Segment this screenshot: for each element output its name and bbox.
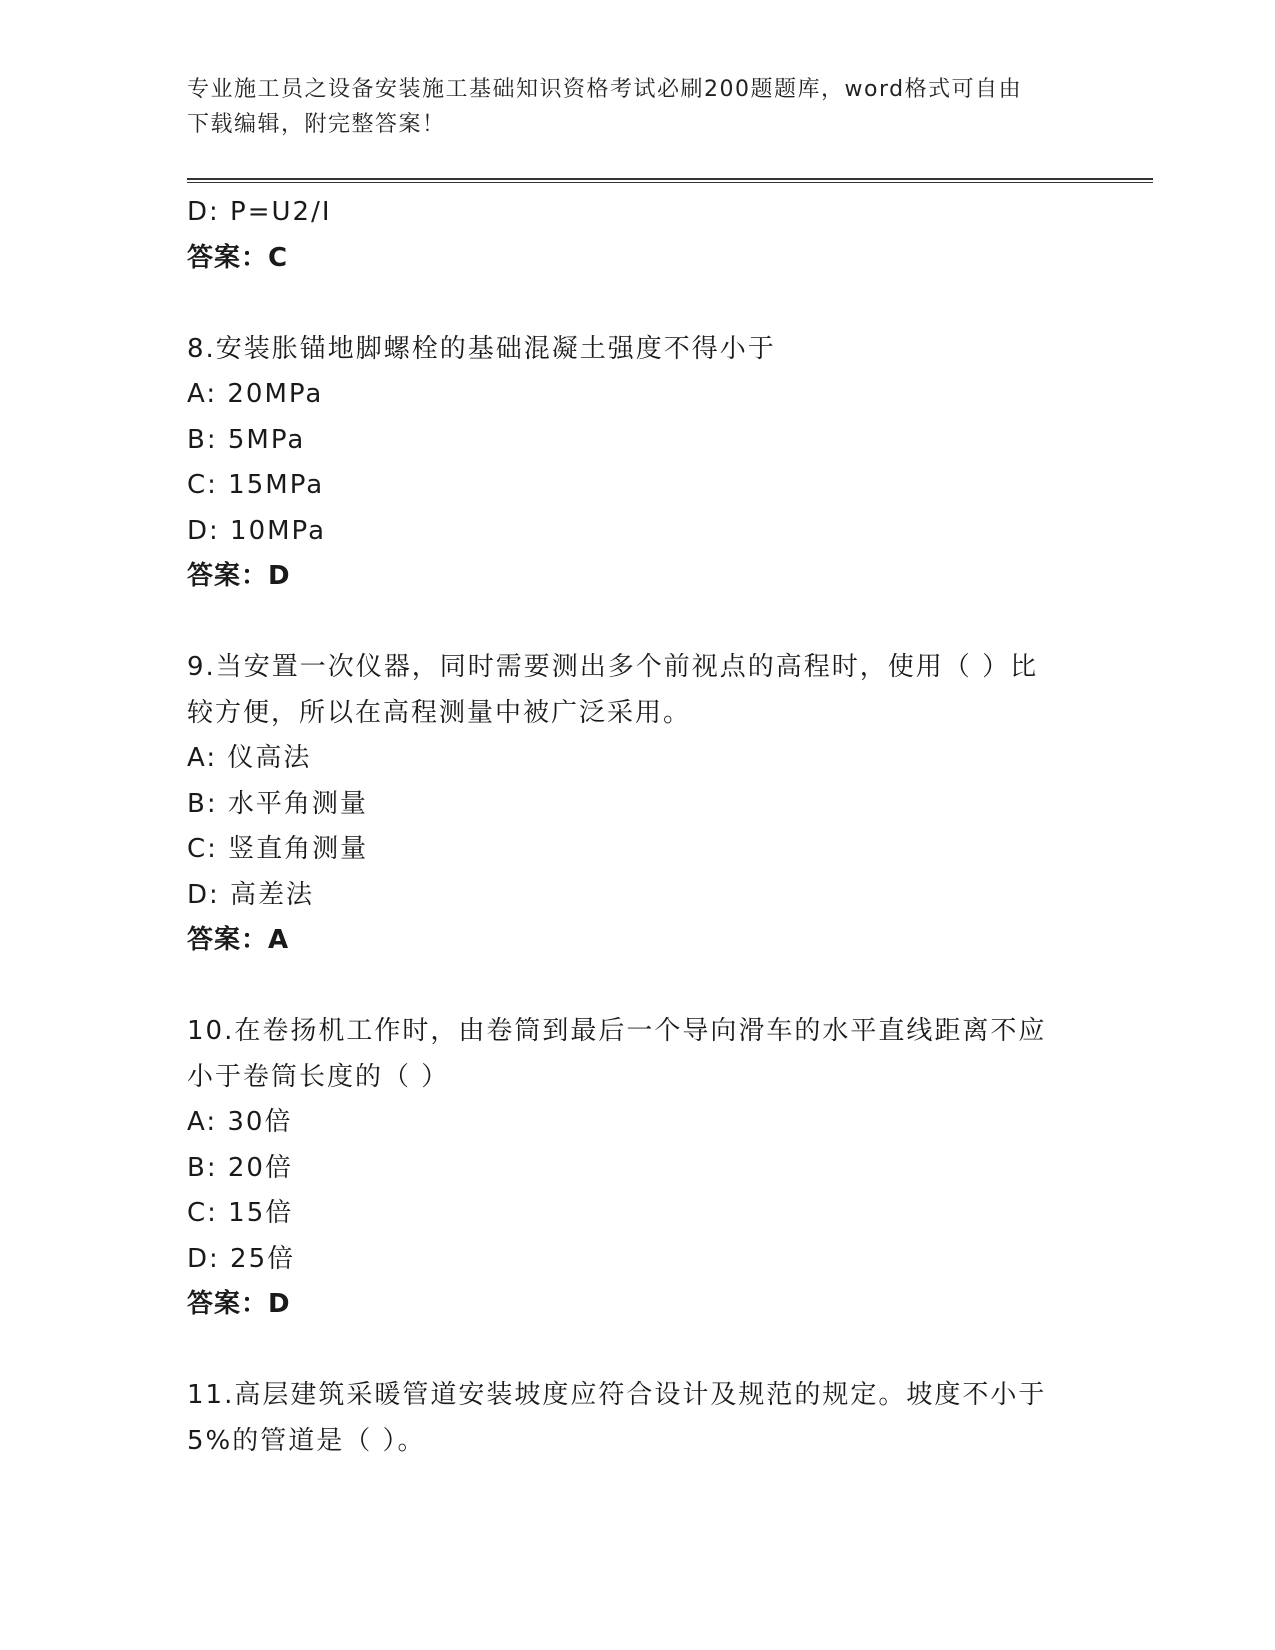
- question-title-line-2: 较方便，所以在高程测量中被广泛采用。: [187, 697, 692, 728]
- question-title-line-2: 小于卷筒长度的（ ）: [187, 1061, 450, 1092]
- spacer: [187, 281, 1087, 327]
- question-10: [187, 1009, 1087, 1328]
- question-9: [187, 645, 1087, 964]
- option-a: A: 30倍: [187, 1107, 293, 1137]
- spacer: [187, 1328, 1087, 1374]
- answer: 答案：A: [187, 925, 290, 955]
- question-title-line-1: 9.当安置一次仪器，同时需要测出多个前视点的高程时，使用（ ）比: [187, 652, 1039, 682]
- header-divider: [187, 178, 1153, 183]
- option-a: A: 仪高法: [187, 743, 312, 773]
- option-c: C: 15倍: [187, 1198, 294, 1228]
- question-content: [187, 190, 1087, 1464]
- question-title-line-1: 10.在卷扬机工作时，由卷筒到最后一个导向滑车的水平直线距离不应: [187, 1016, 1047, 1046]
- option-d: D: 10MPa: [187, 515, 327, 546]
- question-7-tail: [187, 190, 1087, 281]
- question-8: [187, 327, 1087, 600]
- spacer: [187, 600, 1087, 646]
- answer: 答案：D: [187, 561, 291, 591]
- spacer: [187, 964, 1087, 1010]
- question-11: [187, 1373, 1087, 1464]
- option-d: D: 高差法: [187, 879, 315, 910]
- document-header: [187, 72, 1067, 142]
- header-line-2: 下载编辑，附完整答案！: [187, 112, 446, 137]
- answer: 答案：D: [187, 1289, 291, 1319]
- question-title: 8.安装胀锚地脚螺栓的基础混凝土强度不得小于: [187, 333, 776, 364]
- option-b: B: 水平角测量: [187, 788, 368, 819]
- option-d: D: 25倍: [187, 1243, 296, 1274]
- option-a: A: 20MPa: [187, 379, 324, 409]
- answer: 答案：C: [187, 242, 289, 273]
- question-title-line-2: 5%的管道是（ ）。: [187, 1425, 426, 1456]
- option-c: C: 15MPa: [187, 470, 325, 500]
- question-title-line-1: 11.高层建筑采暖管道安装坡度应符合设计及规范的规定。坡度不小于: [187, 1380, 1047, 1410]
- option-b: B: 5MPa: [187, 424, 306, 455]
- option-d: D: P=U2/I: [187, 197, 332, 227]
- option-c: C: 竖直角测量: [187, 834, 369, 864]
- header-line-1: 专业施工员之设备安装施工基础知识资格考试必刷200题题库，word格式可自由: [187, 77, 1023, 102]
- option-b: B: 20倍: [187, 1152, 293, 1183]
